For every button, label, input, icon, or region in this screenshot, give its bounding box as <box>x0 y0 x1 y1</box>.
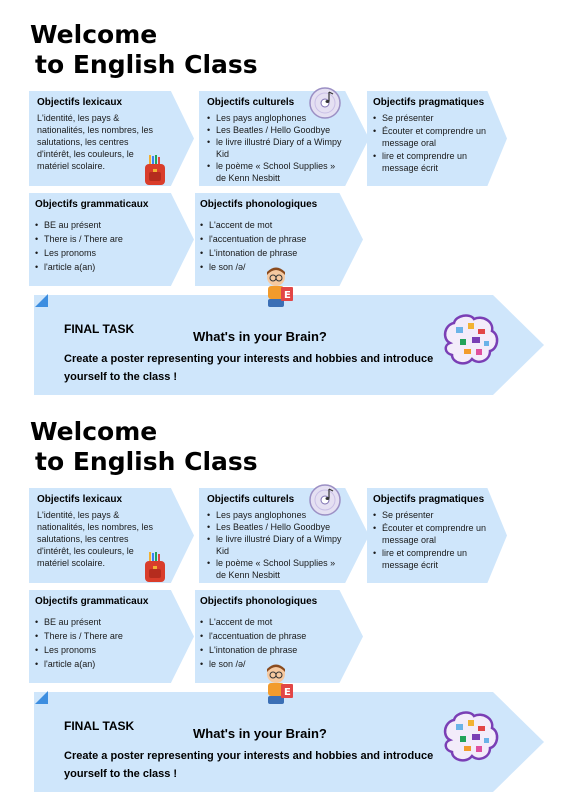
list-item: • Se présenter <box>382 112 493 124</box>
list-item: • BE au présent <box>44 219 175 231</box>
school-bag-icon <box>142 155 168 187</box>
grammar-heading: Objectifs grammaticaux <box>35 596 149 607</box>
title-line-1: Welcome <box>30 417 158 446</box>
list-item: • le livre illustré Diary of a Wimpy Kid <box>216 136 347 160</box>
list-item: • Les pronoms <box>44 644 175 656</box>
brain-icon <box>440 313 500 369</box>
brain-icon <box>440 710 500 766</box>
list-item: • BE au présent <box>44 616 175 628</box>
page-title <box>30 417 258 477</box>
kid-reading-icon <box>262 662 296 706</box>
pragmatic-objectives <box>373 97 493 175</box>
school-bag-icon <box>142 552 168 584</box>
list-item: • Les Beatles / Hello Goodbye <box>216 124 347 136</box>
list-item: • l'accentuation de phrase <box>209 233 340 245</box>
final-task-question: What's in your Brain? <box>193 726 327 741</box>
list-item: • le son /ə/ <box>209 261 340 273</box>
lexical-heading: Objectifs lexicaux <box>37 97 123 108</box>
list-item: • Les pays anglophones <box>216 509 347 521</box>
page-title <box>30 20 258 80</box>
svg-text:E: E <box>284 687 291 698</box>
svg-text:E: E <box>284 290 291 301</box>
final-task-question: What's in your Brain? <box>193 329 327 344</box>
title-line-1: Welcome <box>30 20 158 49</box>
list-item: • le poème « School Supplies » de Kenn Nesbitt <box>216 557 347 581</box>
phonology-objectives <box>200 199 340 275</box>
list-item: • Se présenter <box>382 509 493 521</box>
final-task-label: FINAL TASK <box>64 719 135 733</box>
grammar-objectives <box>35 596 175 672</box>
list-item: • L'intonation de phrase <box>209 644 340 656</box>
pragmatic-objectives <box>373 494 493 572</box>
list-item: • Les pays anglophones <box>216 112 347 124</box>
list-item: • L'intonation de phrase <box>209 247 340 259</box>
final-task-label: FINAL TASK <box>64 322 135 336</box>
list-item: • le son /ə/ <box>209 658 340 670</box>
pragmatic-heading: Objectifs pragmatiques <box>373 494 485 505</box>
final-task-text: Create a poster representing your interests and hobbies and introduce yourself to the class ! <box>64 353 434 383</box>
kid-reading-icon <box>262 265 296 309</box>
phonology-heading: Objectifs phonologiques <box>200 596 318 607</box>
final-task-text: Create a poster representing your interests and hobbies and introduce yourself to the class ! <box>64 750 434 780</box>
lexical-text: L'identité, les pays & nationalités, les nombres, les salutations, les centres d'intérêt, les couleurs, le matériel scolaire. <box>37 510 154 568</box>
title-line-2: to English Class <box>35 50 258 79</box>
list-item: • lire et comprendre un message écrit <box>382 547 493 571</box>
list-item: • l'article a(an) <box>44 658 175 670</box>
cd-icon <box>308 483 342 517</box>
list-item: • Les Beatles / Hello Goodbye <box>216 521 347 533</box>
lexical-heading: Objectifs lexicaux <box>37 494 123 505</box>
cultural-heading: Objectifs culturels <box>207 494 295 505</box>
flyer-section-2 <box>0 397 565 797</box>
list-item: • L'accent de mot <box>209 616 340 628</box>
list-item: • l'article a(an) <box>44 261 175 273</box>
list-item: • L'accent de mot <box>209 219 340 231</box>
cd-icon <box>308 86 342 120</box>
pragmatic-heading: Objectifs pragmatiques <box>373 97 485 108</box>
cultural-heading: Objectifs culturels <box>207 97 295 108</box>
list-item: • lire et comprendre un message écrit <box>382 150 493 174</box>
lexical-text: L'identité, les pays & nationalités, les nombres, les salutations, les centres d'intérêt, les couleurs, le matériel scolaire. <box>37 113 154 171</box>
corner-decoration <box>35 294 48 307</box>
list-item: • le livre illustré Diary of a Wimpy Kid <box>216 533 347 557</box>
list-item: • l'accentuation de phrase <box>209 630 340 642</box>
list-item: • le poème « School Supplies » de Kenn Nesbitt <box>216 160 347 184</box>
list-item: • Les pronoms <box>44 247 175 259</box>
phonology-heading: Objectifs phonologiques <box>200 199 318 210</box>
grammar-objectives <box>35 199 175 275</box>
corner-decoration <box>35 691 48 704</box>
list-item: • There is / There are <box>44 630 175 642</box>
list-item: • There is / There are <box>44 233 175 245</box>
phonology-objectives <box>200 596 340 672</box>
title-line-2: to English Class <box>35 447 258 476</box>
grammar-heading: Objectifs grammaticaux <box>35 199 149 210</box>
list-item: • Écouter et comprendre un message oral <box>382 522 493 546</box>
list-item: • Écouter et comprendre un message oral <box>382 125 493 149</box>
